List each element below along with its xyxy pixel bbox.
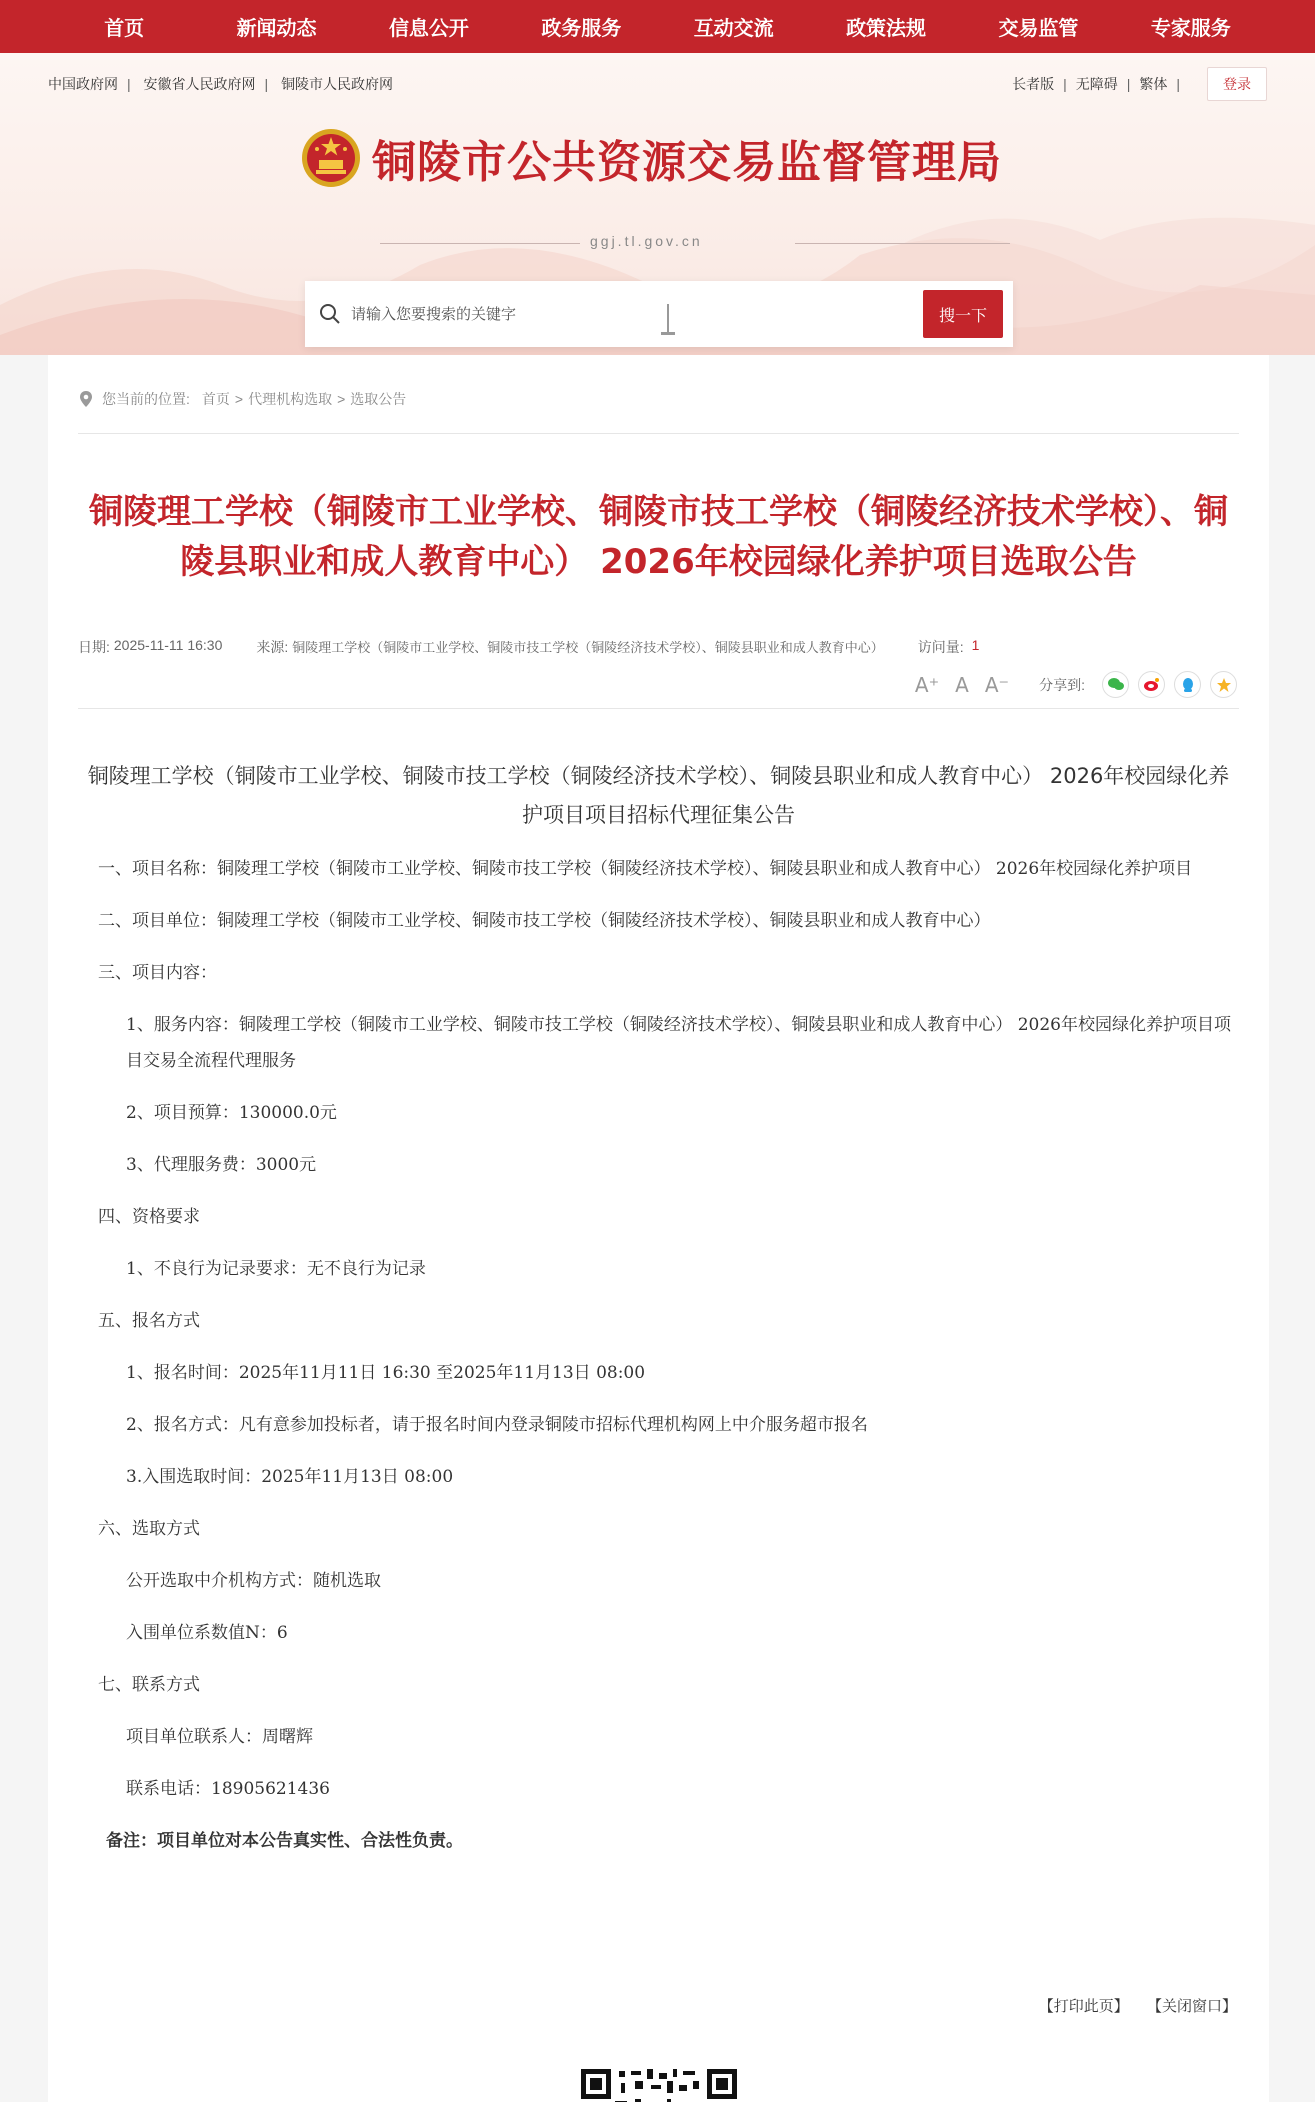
content-paragraph: 1、服务内容：铜陵理工学校（铜陵市工业学校、铜陵市技工学校（铜陵经济技术学校）、铜陵县职业和成人教育中心） 2026年校园绿化养护项目项目交易全流程代理服务 <box>126 1015 1231 1071</box>
site-header <box>0 53 1315 355</box>
content-paragraph: 联系电话：18905621436 <box>126 1779 330 1799</box>
breadcrumb-home[interactable]: 首页 <box>201 391 230 407</box>
link-china-gov[interactable]: 中国政府网 <box>48 76 118 92</box>
nav-expert-service[interactable]: 专家服务 <box>1150 18 1231 40</box>
font-normal-button[interactable]: A <box>955 672 969 697</box>
source-value: 铜陵理工学校（铜陵市工业学校、铜陵市技工学校（铜陵经济技术学校）、铜陵县职业和成人教育中心） <box>292 640 884 655</box>
link-tongling-gov[interactable]: 铜陵市人民政府网 <box>281 76 394 92</box>
meta-divider <box>78 708 1239 709</box>
nav-trade-supervision[interactable]: 交易监管 <box>998 18 1079 40</box>
breadcrumb-divider <box>78 433 1239 434</box>
nav-news[interactable]: 新闻动态 <box>236 18 317 40</box>
article-card <box>48 355 1269 2102</box>
elder-mode-link[interactable]: 长者版 <box>1012 76 1055 92</box>
login-button[interactable]: 登录 <box>1207 67 1267 101</box>
content-paragraph: 五、报名方式 <box>98 1311 200 1331</box>
site-logo[interactable] <box>300 126 1002 190</box>
close-window-link[interactable]: 【关闭窗口】 <box>1146 1998 1237 2015</box>
qq-share-icon[interactable] <box>1174 671 1201 698</box>
content-paragraph: 七、联系方式 <box>98 1675 200 1695</box>
content-paragraph: 公开选取中介机构方式：随机选取 <box>126 1571 381 1591</box>
breadcrumb-selection-notice[interactable]: 选取公告 <box>350 391 407 407</box>
content-paragraph: 六、选取方式 <box>98 1519 200 1539</box>
traditional-chinese-link[interactable]: 繁体 <box>1139 76 1168 92</box>
content-paragraph: 一、项目名称：铜陵理工学校（铜陵市工业学校、铜陵市技工学校（铜陵经济技术学校）、铜陵县职业和成人教育中心） 2026年校园绿化养护项目 <box>98 859 1193 879</box>
breadcrumb-agency-selection[interactable]: 代理机构选取 <box>248 391 333 407</box>
nav-policy[interactable]: 政策法规 <box>846 18 927 40</box>
article-content <box>78 757 1239 1859</box>
disclaimer-note: 备注：项目单位对本公告真实性、合法性负责。 <box>106 1831 463 1851</box>
site-domain: ggj.tl.gov.cn <box>590 233 703 249</box>
content-paragraph: 项目单位联系人：周曙辉 <box>126 1727 313 1747</box>
link-anhui-gov[interactable]: 安徽省人民政府网 <box>143 76 256 92</box>
visits-label: 访问量: <box>917 639 964 655</box>
paragraph-list <box>78 851 1239 1807</box>
search-icon <box>319 303 341 325</box>
nav-info-disclosure[interactable]: 信息公开 <box>388 18 469 40</box>
publish-date: 2025-11-11 16:30 <box>113 637 223 653</box>
content-paragraph: 2、报名方式：凡有意参加投标者，请于报名时间内登录铜陵市招标代理机构网上中介服务超市报名 <box>126 1415 868 1435</box>
wechat-share-icon[interactable] <box>1102 671 1129 698</box>
location-pin-icon <box>78 390 94 408</box>
content-paragraph: 1、报名时间：2025年11月11日 16:30 至2025年11月13日 08:00 <box>126 1363 646 1383</box>
date-label: 日期: <box>78 639 110 655</box>
weibo-share-icon[interactable] <box>1138 671 1165 698</box>
content-paragraph: 2、项目预算：130000.0元 <box>126 1103 337 1123</box>
top-nav <box>0 0 1315 53</box>
bottom-actions <box>1025 1995 1237 2016</box>
share-label: 分享到: <box>1039 676 1085 693</box>
visit-count: 1 <box>971 637 980 653</box>
content-paragraph: 四、资格要求 <box>98 1207 200 1227</box>
qr-code-icon <box>579 2067 739 2102</box>
site-title: 铜陵市公共资源交易监督管理局 <box>372 137 1002 188</box>
print-page-link[interactable]: 【打印此页】 <box>1038 1998 1129 2015</box>
nav-interaction[interactable]: 互动交流 <box>693 18 774 40</box>
source-label: 来源: <box>256 639 289 655</box>
nav-gov-service[interactable]: 政务服务 <box>541 18 622 40</box>
search-input[interactable] <box>351 306 923 323</box>
breadcrumb: 您当前的位置: 首页 > 代理机构选取 > 选取公告 <box>78 389 406 409</box>
search-box <box>305 281 1013 347</box>
content-paragraph: 3、代理服务费：3000元 <box>126 1155 317 1175</box>
scroll-handle-icon <box>661 304 675 336</box>
logo-divider-left <box>380 243 580 244</box>
article-title: 铜陵理工学校（铜陵市工业学校、铜陵市技工学校（铜陵经济技术学校）、铜陵县职业和成人教育中心） 2026年校园绿化养护项目选取公告 <box>89 492 1228 582</box>
article-meta <box>78 637 1239 657</box>
breadcrumb-label: 您当前的位置: <box>102 391 190 407</box>
content-paragraph: 1、不良行为记录要求：无不良行为记录 <box>126 1259 426 1279</box>
document-title: 铜陵理工学校（铜陵市工业学校、铜陵市技工学校（铜陵经济技术学校）、铜陵县职业和成人教育中心） 2026年校园绿化养护项目项目招标代理征集公告 <box>87 764 1230 827</box>
search-button[interactable]: 搜一下 <box>923 290 1003 338</box>
content-paragraph: 二、项目单位：铜陵理工学校（铜陵市工业学校、铜陵市技工学校（铜陵经济技术学校）、铜陵县职业和成人教育中心） <box>98 911 991 931</box>
accessibility-link[interactable]: 无障碍 <box>1075 76 1118 92</box>
article-tools <box>899 671 1237 698</box>
qzone-share-icon[interactable] <box>1210 671 1237 698</box>
national-emblem-icon <box>300 127 362 189</box>
content-paragraph: 入围单位系数值N：6 <box>126 1623 288 1643</box>
content-paragraph: 三、项目内容： <box>98 963 217 983</box>
content-paragraph: 3.入围选取时间：2025年11月13日 08:00 <box>126 1467 454 1487</box>
font-decrease-button[interactable]: A⁻ <box>984 672 1010 697</box>
utility-bar: 中国政府网 | 安徽省人民政府网 | 铜陵市人民政府网 长者版 | 无障碍 | 繁体 | 登录 <box>48 67 1267 101</box>
nav-home[interactable]: 首页 <box>104 18 145 40</box>
font-increase-button[interactable]: A⁺ <box>914 672 940 697</box>
